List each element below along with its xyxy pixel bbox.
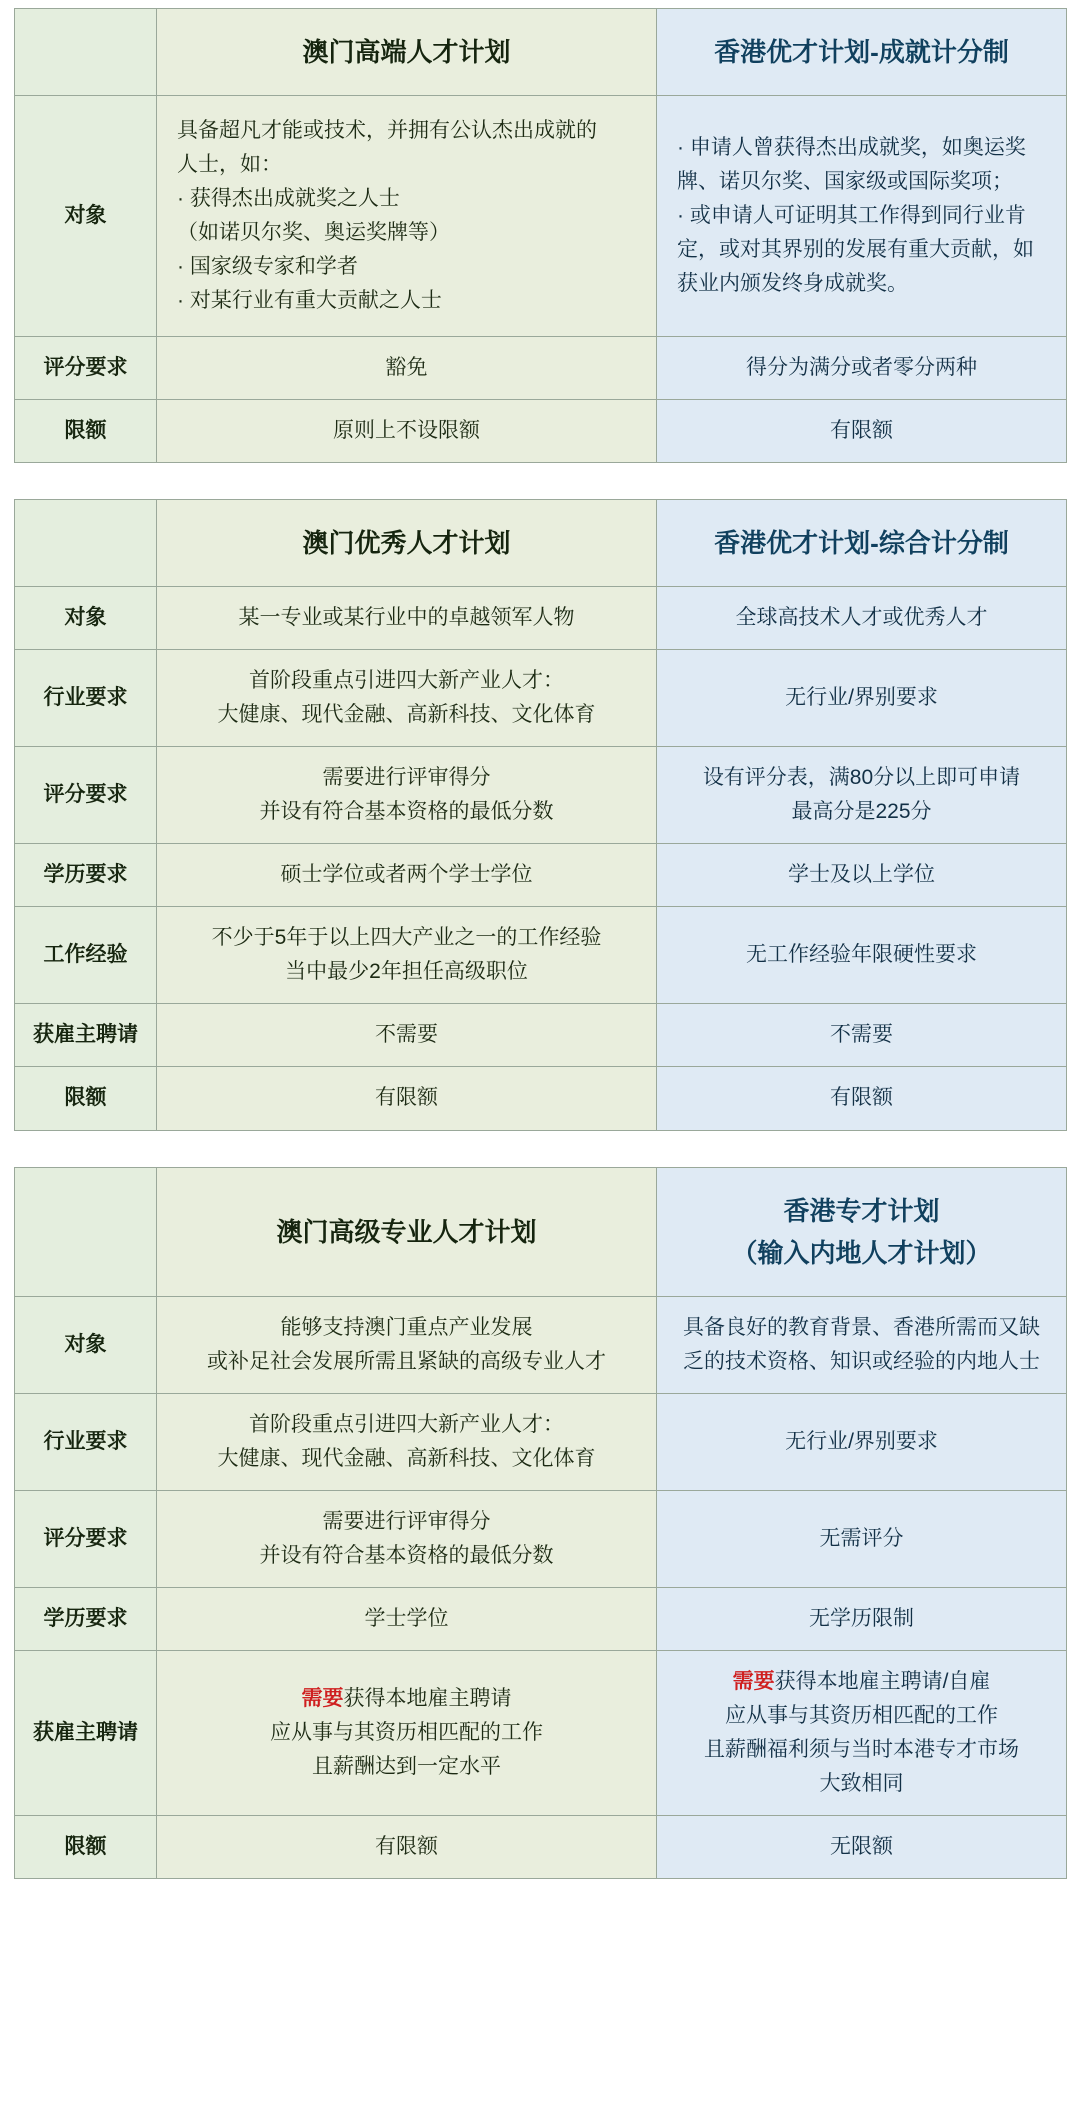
hongkong-cell	[657, 1650, 1067, 1815]
text-line: 有限额	[830, 419, 893, 443]
text-line: 能够支持澳门重点产业发展	[280, 1315, 533, 1339]
text-line: 无需评分	[819, 1526, 904, 1550]
text-line: 无行业/界别要求	[785, 1429, 938, 1453]
text-line: 学士学位	[364, 1606, 449, 1630]
text-line: 无学历限制	[809, 1606, 914, 1630]
table-row	[15, 650, 1067, 747]
text-line: 需要进行评审得分	[322, 766, 491, 790]
table-header-row	[15, 9, 1067, 96]
header-corner-cell	[15, 1167, 157, 1296]
text-line: 有限额	[830, 1086, 893, 1110]
text-line: 当中最少2年担任高级职位	[285, 960, 528, 984]
emphasis-text: 需要	[301, 1686, 344, 1710]
row-label: 获雇主聘请	[15, 1004, 157, 1067]
table-row	[15, 1296, 1067, 1393]
row-label: 学历要求	[15, 844, 157, 907]
text-line: 获业内颁发终身成就奖。	[677, 272, 908, 296]
table-row	[15, 337, 1067, 400]
text-line: · 获得杰出成就奖之人士	[177, 187, 400, 211]
text-line: 牌、诺贝尔奖、国家级或国际奖项；	[677, 170, 1013, 194]
table-row	[15, 400, 1067, 463]
macau-program-title: 澳门优秀人才计划	[157, 500, 657, 587]
text-line: 乏的技术资格、知识或经验的内地人士	[683, 1349, 1040, 1373]
text-line: · 对某行业有重大贡献之人士	[177, 289, 442, 313]
row-label: 对象	[15, 1296, 157, 1393]
hongkong-program-title: 香港优才计划-综合计分制	[657, 500, 1067, 587]
text-line: 香港专才计划	[783, 1195, 940, 1226]
table-row	[15, 587, 1067, 650]
row-label: 评分要求	[15, 747, 157, 844]
macau-cell	[157, 1296, 657, 1393]
text-line: 首阶段重点引进四大新产业人才：	[249, 1412, 564, 1436]
macau-cell	[157, 1490, 657, 1587]
text-line: （输入内地人才计划）	[731, 1237, 992, 1268]
text-line: 不需要	[830, 1023, 893, 1047]
macau-cell	[157, 1587, 657, 1650]
macau-cell	[157, 844, 657, 907]
macau-cell	[157, 1004, 657, 1067]
text-line: 有限额	[375, 1834, 438, 1858]
text-line: 不需要	[375, 1023, 438, 1047]
table-header-row	[15, 500, 1067, 587]
text-line: 设有评分表，满80分以上即可申请	[702, 766, 1021, 790]
row-label: 评分要求	[15, 337, 157, 400]
row-label: 工作经验	[15, 907, 157, 1004]
text-line: 原则上不设限额	[333, 419, 480, 443]
macau-cell	[157, 337, 657, 400]
row-label: 限额	[15, 1815, 157, 1878]
row-label: 行业要求	[15, 1393, 157, 1490]
text-line: 大健康、现代金融、高新科技、文化体育	[217, 1446, 596, 1470]
text-line: 无行业/界别要求	[785, 686, 938, 710]
hongkong-program-title	[657, 1167, 1067, 1296]
hongkong-cell	[657, 1490, 1067, 1587]
text-line: 豁免	[385, 356, 428, 380]
table-row	[15, 747, 1067, 844]
text-line: 无限额	[830, 1834, 893, 1858]
hongkong-cell	[657, 96, 1067, 337]
text-line: 某一专业或某行业中的卓越领军人物	[238, 606, 575, 630]
table-2	[14, 499, 1067, 1130]
macau-cell	[157, 587, 657, 650]
text-line: 具备良好的教育背景、香港所需而又缺	[683, 1315, 1040, 1339]
hongkong-cell	[657, 907, 1067, 1004]
text-line: 有限额	[375, 1086, 438, 1110]
text-line: · 或申请人可证明其工作得到同行业肯	[677, 204, 1026, 228]
hongkong-cell	[657, 1587, 1067, 1650]
tables-container	[14, 8, 1066, 1879]
header-corner-cell	[15, 9, 157, 96]
hongkong-cell	[657, 650, 1067, 747]
hongkong-cell	[657, 1004, 1067, 1067]
text-line: 需要进行评审得分	[322, 1509, 491, 1533]
text-line: 无工作经验年限硬性要求	[746, 943, 977, 967]
macau-program-title: 澳门高端人才计划	[157, 9, 657, 96]
row-label: 对象	[15, 587, 157, 650]
text-line: 需要获得本地雇主聘请	[301, 1686, 512, 1710]
table-row	[15, 1067, 1067, 1130]
row-label: 行业要求	[15, 650, 157, 747]
text-line: 全球高技术人才或优秀人才	[735, 606, 988, 630]
macau-cell	[157, 400, 657, 463]
macau-cell	[157, 650, 657, 747]
text-line: · 申请人曾获得杰出成就奖，如奥运奖	[677, 136, 1026, 160]
text-line: 并设有符合基本资格的最低分数	[259, 800, 554, 824]
text-line: 定，或对其界别的发展有重大贡献，如	[677, 238, 1034, 262]
text-line: 且薪酬达到一定水平	[312, 1754, 501, 1778]
row-label: 学历要求	[15, 1587, 157, 1650]
table-3	[14, 1167, 1067, 1879]
text-line: 学士及以上学位	[788, 863, 935, 887]
table-row	[15, 907, 1067, 1004]
macau-cell	[157, 907, 657, 1004]
macau-cell	[157, 747, 657, 844]
hongkong-cell	[657, 844, 1067, 907]
hongkong-cell	[657, 1296, 1067, 1393]
macau-cell	[157, 1393, 657, 1490]
text-line: 大致相同	[819, 1771, 904, 1795]
header-corner-cell	[15, 500, 157, 587]
table-1	[14, 8, 1067, 463]
table-row	[15, 1815, 1067, 1878]
text-line: （如诺贝尔奖、奥运奖牌等）	[177, 221, 450, 245]
text-line: 应从事与其资历相匹配的工作	[270, 1720, 543, 1744]
text-line: 并设有符合基本资格的最低分数	[259, 1543, 554, 1567]
text-line: 具备超凡才能或技术，并拥有公认杰出成就的	[177, 119, 597, 143]
hongkong-program-title: 香港优才计划-成就计分制	[657, 9, 1067, 96]
row-label: 获雇主聘请	[15, 1650, 157, 1815]
text-line: 首阶段重点引进四大新产业人才：	[249, 669, 564, 693]
row-label: 限额	[15, 1067, 157, 1130]
emphasis-text: 需要	[732, 1669, 775, 1693]
text-line: 大健康、现代金融、高新科技、文化体育	[217, 703, 596, 727]
table-row	[15, 96, 1067, 337]
row-label: 对象	[15, 96, 157, 337]
text-line: 需要获得本地雇主聘请/自雇	[732, 1669, 991, 1693]
hongkong-cell	[657, 400, 1067, 463]
hongkong-cell	[657, 337, 1067, 400]
hongkong-cell	[657, 587, 1067, 650]
table-row	[15, 1490, 1067, 1587]
row-label: 限额	[15, 400, 157, 463]
macau-cell	[157, 96, 657, 337]
text-line: · 国家级专家和学者	[177, 255, 358, 279]
macau-cell	[157, 1067, 657, 1130]
hongkong-cell	[657, 1067, 1067, 1130]
hongkong-cell	[657, 1815, 1067, 1878]
macau-cell	[157, 1815, 657, 1878]
macau-program-title: 澳门高级专业人才计划	[157, 1167, 657, 1296]
table-header-row	[15, 1167, 1067, 1296]
table-row	[15, 844, 1067, 907]
text-line: 且薪酬福利须与当时本港专才市场	[704, 1737, 1019, 1761]
hongkong-cell	[657, 1393, 1067, 1490]
table-row	[15, 1650, 1067, 1815]
text-line: 人士，如：	[177, 153, 282, 177]
macau-cell	[157, 1650, 657, 1815]
text-line: 或补足社会发展所需且紧缺的高级专业人才	[207, 1349, 606, 1373]
hongkong-cell	[657, 747, 1067, 844]
text-line: 最高分是225分	[791, 800, 932, 824]
text-line: 应从事与其资历相匹配的工作	[725, 1703, 998, 1727]
table-row	[15, 1587, 1067, 1650]
text-line: 不少于5年于以上四大产业之一的工作经验	[211, 926, 602, 950]
row-label: 评分要求	[15, 1490, 157, 1587]
text-line: 硕士学位或者两个学士学位	[280, 863, 533, 887]
text-line: 得分为满分或者零分两种	[746, 356, 977, 380]
table-row	[15, 1004, 1067, 1067]
table-row	[15, 1393, 1067, 1490]
